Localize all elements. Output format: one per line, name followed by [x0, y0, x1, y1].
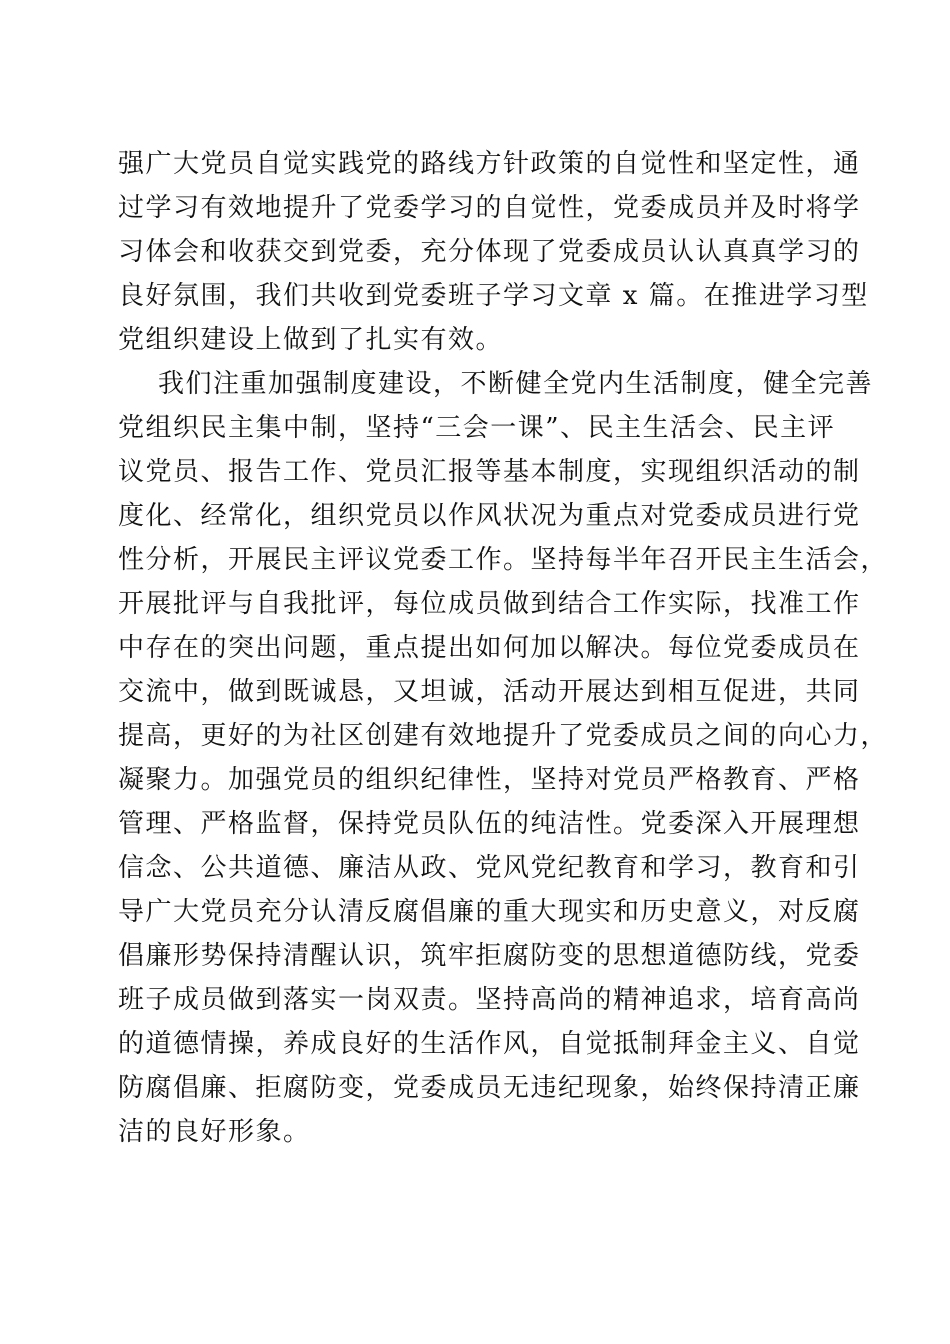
- text-line: 交流中，做到既诚恳，又坦诚，活动开展达到相互促进，共同: [118, 677, 861, 707]
- text-line: 倡廉形势保持清醒认识，筑牢拒腐防变的思想道德防线，党委: [118, 941, 861, 971]
- text-line: 度化、经常化，组织党员以作风状况为重点对党委成员进行党: [118, 501, 861, 531]
- text-line: 信念、公共道德、廉洁从政、党风党纪教育和学习，教育和引: [118, 853, 861, 883]
- text-line: 防腐倡廉、拒腐防变，党委成员无违纪现象，始终保持清正廉: [118, 1073, 861, 1103]
- text-line: 的道德情操，养成良好的生活作风，自觉抵制拜金主义、自觉: [118, 1029, 861, 1059]
- text-line: 我们注重加强制度建设，不断健全党内生活制度，健全完善: [158, 369, 874, 399]
- text-line: 强广大党员自觉实践党的路线方针政策的自觉性和坚定性，通: [118, 149, 861, 179]
- text-line: 党组织建设上做到了扎实有效。: [118, 325, 504, 355]
- text-line: 党组织民主集中制，坚持“三会一课”、民主生活会、民主评: [118, 413, 836, 443]
- paragraph-study: [118, 142, 869, 362]
- text-line: 过学习有效地提升了党委学习的自觉性，党委成员并及时将学: [118, 193, 861, 223]
- text-line: 导广大党员充分认清反腐倡廉的重大现实和历史意义，对反腐: [118, 897, 861, 927]
- text-line: 提高，更好的为社区创建有效地提升了党委成员之间的向心力，: [118, 721, 889, 751]
- text-line: 凝聚力。加强党员的组织纪律性，坚持对党员严格教育、严格: [118, 765, 861, 795]
- text-line: 议党员、报告工作、党员汇报等基本制度，实现组织活动的制: [118, 457, 861, 487]
- text-line: 洁的良好形象。: [118, 1117, 311, 1147]
- text-line: 良好氛围，我们共收到党委班子学习文章 x 篇。在推进学习型: [118, 281, 869, 311]
- text-line: 开展批评与自我批评，每位成员做到结合工作实际，找准工作: [118, 589, 861, 619]
- document-body: [118, 142, 889, 1154]
- text-line: 班子成员做到落实一岗双责。坚持高尚的精神追求，培育高尚: [118, 985, 861, 1015]
- paragraph-system-building: [118, 362, 889, 1154]
- text-line: 中存在的突出问题，重点提出如何加以解决。每位党委成员在: [118, 633, 861, 663]
- text-line: 性分析，开展民主评议党委工作。坚持每半年召开民主生活会，: [118, 545, 889, 575]
- text-line: 管理、严格监督，保持党员队伍的纯洁性。党委深入开展理想: [118, 809, 861, 839]
- text-line: 习体会和收获交到党委，充分体现了党委成员认认真真学习的: [118, 237, 861, 267]
